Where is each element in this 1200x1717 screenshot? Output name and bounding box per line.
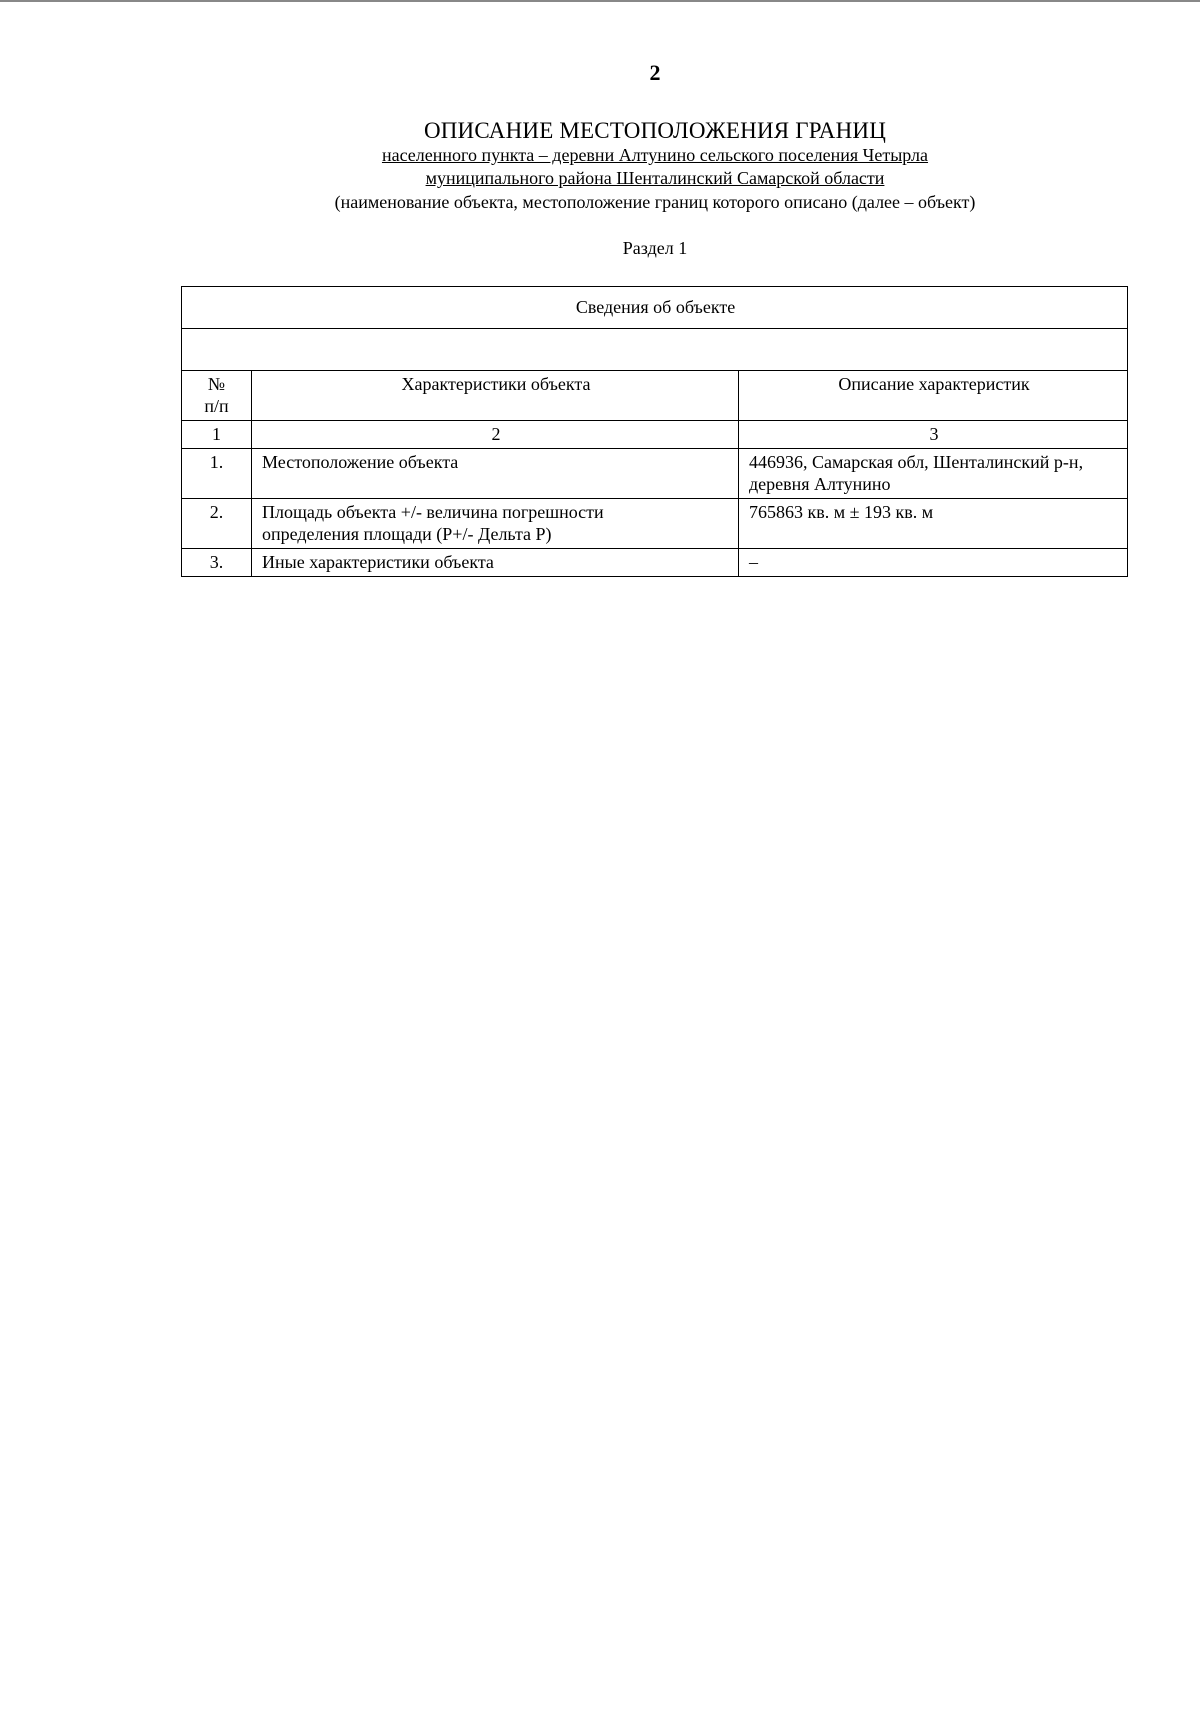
section-label: Раздел 1 (622, 238, 688, 258)
document-title: ОПИСАНИЕ МЕСТОПОЛОЖЕНИЯ ГРАНИЦ (423, 118, 887, 143)
header-num (182, 371, 252, 421)
table-row (182, 449, 1128, 499)
subtitle-line-1 (0, 145, 1200, 166)
scan-top-edge (0, 0, 1200, 2)
table-empty-row (182, 329, 1128, 371)
table-caption-row (182, 287, 1128, 329)
row-characteristic: Местоположение объекта (252, 449, 739, 499)
table-empty-cell (182, 329, 1128, 371)
header-num-text: № п/п (204, 374, 229, 416)
row-number: 1. (182, 449, 252, 499)
header-description: Описание характеристик (739, 371, 1128, 421)
subtitle-caption: (наименование объекта, местоположение границ которого описано (далее – объект) (334, 192, 976, 212)
row-description: 446936, Самарская обл, Шенталинский р-н, деревня Алтунино (739, 449, 1128, 499)
object-info-table (181, 286, 1128, 577)
column-number-row (182, 421, 1128, 449)
subtitle-line-2-text: муниципального района Шенталинский Самарской области (425, 168, 885, 188)
page-number: 2 (649, 60, 661, 85)
column-number: 1 (182, 421, 252, 449)
table-row (182, 499, 1128, 549)
row-number: 3. (182, 549, 252, 577)
column-number: 2 (252, 421, 739, 449)
header-characteristic: Характеристики объекта (252, 371, 739, 421)
subtitle-line-1-text: населенного пункта – деревни Алтунино сельского поселения Четырла (381, 145, 929, 165)
row-description: – (739, 549, 1128, 577)
subtitle-line-2 (0, 168, 1200, 189)
row-number: 2. (182, 499, 252, 549)
table-header-row (182, 371, 1128, 421)
row-description: 765863 кв. м ± 193 кв. м (739, 499, 1128, 549)
row-characteristic: Иные характеристики объекта (252, 549, 739, 577)
table-caption: Сведения об объекте (182, 287, 1128, 329)
row-characteristic: Площадь объекта +/- величина погрешности определения площади (Р+/- Дельта Р) (252, 499, 739, 549)
table-row (182, 549, 1128, 577)
column-number: 3 (739, 421, 1128, 449)
